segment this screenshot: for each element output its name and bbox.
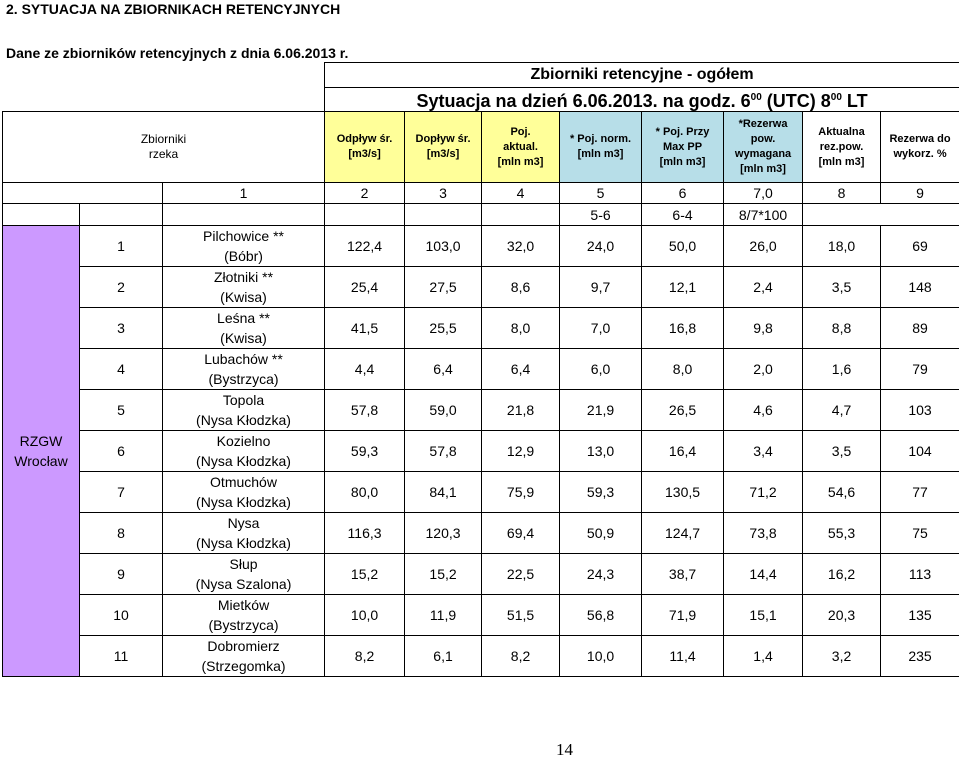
reservoir-name-cell <box>163 267 325 308</box>
value-cell: 15,1 <box>724 595 803 636</box>
value-cell: 59,0 <box>405 390 482 431</box>
table-row <box>3 308 959 349</box>
reservoir-name-cell <box>163 636 325 677</box>
value-cell: 11,9 <box>405 595 482 636</box>
value-cell: 6,4 <box>405 349 482 390</box>
reservoir-name: Słup <box>163 554 324 574</box>
column-index: 1 <box>163 183 325 204</box>
value-cell: 26,0 <box>724 226 803 267</box>
row-number: 1 <box>80 226 163 267</box>
header-reserve-required: *Rezerwa pow. wymagana [mln m3] <box>724 112 803 183</box>
row-number: 4 <box>80 349 163 390</box>
column-index: 9 <box>881 183 959 204</box>
value-cell: 124,7 <box>642 513 724 554</box>
value-cell: 12,1 <box>642 267 724 308</box>
value-cell: 9,8 <box>724 308 803 349</box>
value-cell: 7,0 <box>560 308 642 349</box>
document-subtitle: Dane ze zbiorników retencyjnych z dnia 6.06.2013 r. <box>6 45 348 61</box>
row-number: 7 <box>80 472 163 513</box>
row-number: 8 <box>80 513 163 554</box>
row-number: 2 <box>80 267 163 308</box>
formula-cell: 5-6 <box>560 204 642 226</box>
value-cell: 103 <box>881 390 959 431</box>
table-row <box>3 390 959 431</box>
value-cell: 16,8 <box>642 308 724 349</box>
value-cell: 3,5 <box>803 431 881 472</box>
row-number: 11 <box>80 636 163 677</box>
header-inflow: Dopływ śr. [m3/s] <box>405 112 482 183</box>
reservoir-name-cell <box>163 349 325 390</box>
value-cell: 27,5 <box>405 267 482 308</box>
value-cell: 104 <box>881 431 959 472</box>
value-cell: 120,3 <box>405 513 482 554</box>
value-cell: 75 <box>881 513 959 554</box>
value-cell: 71,9 <box>642 595 724 636</box>
value-cell: 56,8 <box>560 595 642 636</box>
row-number: 3 <box>80 308 163 349</box>
value-cell: 71,2 <box>724 472 803 513</box>
value-cell: 13,0 <box>560 431 642 472</box>
value-cell: 12,9 <box>482 431 560 472</box>
table-row <box>3 554 959 595</box>
value-cell: 8,8 <box>803 308 881 349</box>
header-capacity-norm: * Poj. norm. [mln m3] <box>560 112 642 183</box>
reservoir-name: Leśna ** <box>163 308 324 328</box>
header-reserve-current: Aktualna rez.pow. [mln m3] <box>803 112 881 183</box>
river-name: (Bystrzyca) <box>163 615 324 635</box>
value-cell: 77 <box>881 472 959 513</box>
header-reservoir: Zbiorniki rzeka <box>3 112 325 183</box>
column-index: 6 <box>642 183 724 204</box>
value-cell: 8,2 <box>325 636 405 677</box>
row-number: 9 <box>80 554 163 595</box>
reservoir-name: Złotniki ** <box>163 267 324 287</box>
value-cell: 1,4 <box>724 636 803 677</box>
value-cell: 41,5 <box>325 308 405 349</box>
value-cell: 73,8 <box>724 513 803 554</box>
value-cell: 51,5 <box>482 595 560 636</box>
value-cell: 79 <box>881 349 959 390</box>
column-index: 8 <box>803 183 881 204</box>
value-cell: 59,3 <box>325 431 405 472</box>
header-outflow: Odpływ śr. [m3/s] <box>325 112 405 183</box>
row-number: 6 <box>80 431 163 472</box>
value-cell: 16,4 <box>642 431 724 472</box>
value-cell: 4,4 <box>325 349 405 390</box>
value-cell: 22,5 <box>482 554 560 595</box>
value-cell: 1,6 <box>803 349 881 390</box>
value-cell: 55,3 <box>803 513 881 554</box>
column-index: 2 <box>325 183 405 204</box>
river-name: (Bóbr) <box>163 246 324 266</box>
reservoir-name: Mietków <box>163 595 324 615</box>
value-cell: 8,0 <box>482 308 560 349</box>
reservoir-name-cell <box>163 390 325 431</box>
header-capacity-actual: Poj. aktual. [mln m3] <box>482 112 560 183</box>
value-cell: 122,4 <box>325 226 405 267</box>
row-number: 10 <box>80 595 163 636</box>
value-cell: 10,0 <box>325 595 405 636</box>
value-cell: 69 <box>881 226 959 267</box>
column-index: 5 <box>560 183 642 204</box>
value-cell: 8,0 <box>642 349 724 390</box>
value-cell: 57,8 <box>325 390 405 431</box>
table-row <box>3 472 959 513</box>
column-index-blank <box>3 183 163 204</box>
reservoir-name-cell <box>163 472 325 513</box>
value-cell: 2,4 <box>724 267 803 308</box>
river-name: (Nysa Kłodzka) <box>163 451 324 471</box>
river-name: (Nysa Kłodzka) <box>163 533 324 553</box>
value-cell: 6,4 <box>482 349 560 390</box>
value-cell: 25,4 <box>325 267 405 308</box>
row-number: 5 <box>80 390 163 431</box>
value-cell: 9,7 <box>560 267 642 308</box>
column-index: 3 <box>405 183 482 204</box>
reservoir-name: Otmuchów <box>163 472 324 492</box>
value-cell: 69,4 <box>482 513 560 554</box>
reservoir-name: Nysa <box>163 513 324 533</box>
reservoir-name-cell <box>163 554 325 595</box>
table-row <box>3 349 959 390</box>
value-cell: 26,5 <box>642 390 724 431</box>
reservoir-name-cell <box>163 308 325 349</box>
value-cell: 21,9 <box>560 390 642 431</box>
column-index: 7,0 <box>724 183 803 204</box>
value-cell: 15,2 <box>405 554 482 595</box>
value-cell: 16,2 <box>803 554 881 595</box>
value-cell: 6,0 <box>560 349 642 390</box>
value-cell: 130,5 <box>642 472 724 513</box>
river-name: (Kwisa) <box>163 328 324 348</box>
value-cell: 59,3 <box>560 472 642 513</box>
value-cell: 6,1 <box>405 636 482 677</box>
formula-cell: 8/7*100 <box>724 204 803 226</box>
river-name: (Bystrzyca) <box>163 369 324 389</box>
section-title: 2. SYTUACJA NA ZBIORNIKACH RETENCYJNYCH <box>6 1 340 17</box>
situation-heading: Sytuacja na dzień 6.06.2013. na godz. $6^{00}$ (UTC) $8^{00}$ LT <box>325 88 959 112</box>
value-cell: 50,9 <box>560 513 642 554</box>
river-name: (Nysa Kłodzka) <box>163 492 324 512</box>
river-name: (Strzegomka) <box>163 656 324 676</box>
river-name: (Nysa Kłodzka) <box>163 410 324 430</box>
value-cell: 84,1 <box>405 472 482 513</box>
value-cell: 20,3 <box>803 595 881 636</box>
value-cell: 4,7 <box>803 390 881 431</box>
value-cell: 89 <box>881 308 959 349</box>
value-cell: 3,5 <box>803 267 881 308</box>
value-cell: 24,3 <box>560 554 642 595</box>
header-capacity-max: * Poj. Przy Max PP [mln m3] <box>642 112 724 183</box>
table-row <box>3 595 959 636</box>
reservoir-name-cell <box>163 513 325 554</box>
value-cell: 24,0 <box>560 226 642 267</box>
page-number: 14 <box>556 740 573 760</box>
table-title: Zbiorniki retencyjne - ogółem <box>325 63 959 88</box>
value-cell: 38,7 <box>642 554 724 595</box>
reservoir-name: Topola <box>163 390 324 410</box>
table-row <box>3 431 959 472</box>
reservoir-name: Pilchowice ** <box>163 226 324 246</box>
value-cell: 103,0 <box>405 226 482 267</box>
value-cell: 11,4 <box>642 636 724 677</box>
table-row <box>3 513 959 554</box>
value-cell: 54,6 <box>803 472 881 513</box>
value-cell: 21,8 <box>482 390 560 431</box>
region-cell: RZGW Wrocław <box>3 226 80 677</box>
value-cell: 135 <box>881 595 959 636</box>
value-cell: 80,0 <box>325 472 405 513</box>
river-name: (Nysa Szalona) <box>163 574 324 594</box>
value-cell: 2,0 <box>724 349 803 390</box>
value-cell: 8,6 <box>482 267 560 308</box>
value-cell: 116,3 <box>325 513 405 554</box>
value-cell: 18,0 <box>803 226 881 267</box>
value-cell: 25,5 <box>405 308 482 349</box>
value-cell: 57,8 <box>405 431 482 472</box>
value-cell: 32,0 <box>482 226 560 267</box>
reservoir-name-cell <box>163 226 325 267</box>
reservoir-name: Dobromierz <box>163 636 324 656</box>
column-index: 4 <box>482 183 560 204</box>
value-cell: 3,2 <box>803 636 881 677</box>
value-cell: 50,0 <box>642 226 724 267</box>
value-cell: 235 <box>881 636 959 677</box>
value-cell: 75,9 <box>482 472 560 513</box>
table-row <box>3 226 959 267</box>
reservoir-table <box>2 62 959 677</box>
value-cell: 113 <box>881 554 959 595</box>
reservoir-name: Kozielno <box>163 431 324 451</box>
river-name: (Kwisa) <box>163 287 324 307</box>
value-cell: 15,2 <box>325 554 405 595</box>
value-cell: 148 <box>881 267 959 308</box>
header-reserve-usage: Rezerwa do wykorz. % <box>881 112 959 183</box>
value-cell: 14,4 <box>724 554 803 595</box>
value-cell: 8,2 <box>482 636 560 677</box>
value-cell: 4,6 <box>724 390 803 431</box>
table-row <box>3 636 959 677</box>
value-cell: 3,4 <box>724 431 803 472</box>
reservoir-name-cell <box>163 431 325 472</box>
reservoir-name: Lubachów ** <box>163 349 324 369</box>
value-cell: 10,0 <box>560 636 642 677</box>
formula-cell: 6-4 <box>642 204 724 226</box>
table-row <box>3 267 959 308</box>
reservoir-name-cell <box>163 595 325 636</box>
